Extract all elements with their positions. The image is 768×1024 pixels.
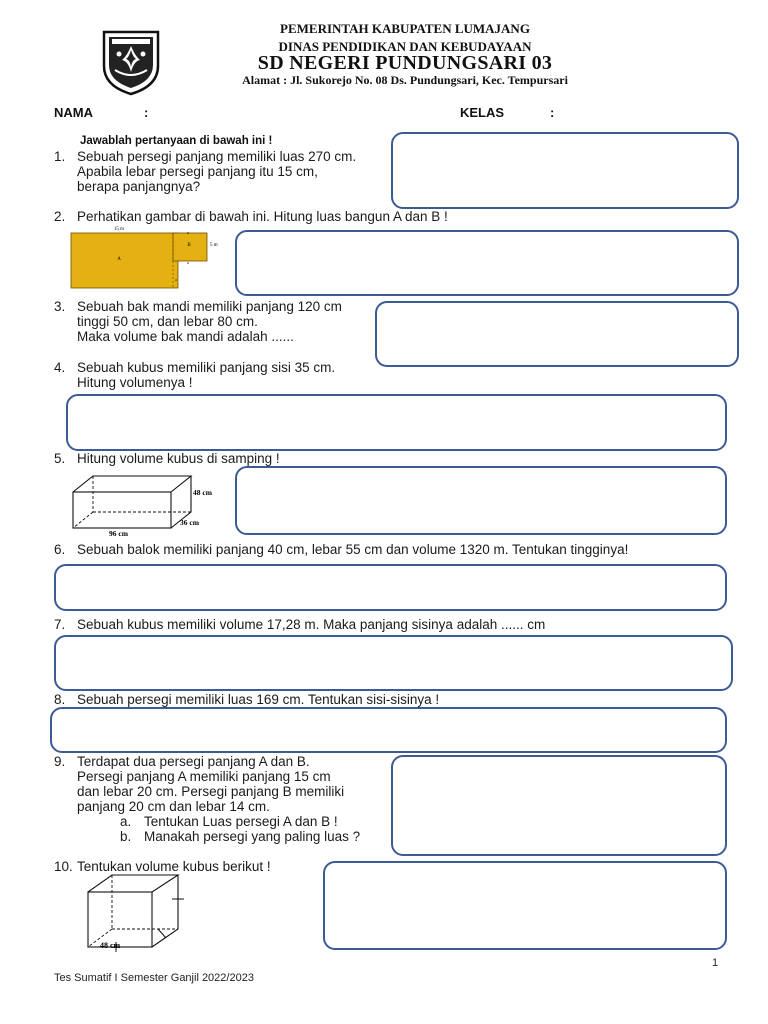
label-length: 96 cm (109, 529, 128, 538)
question-6 (54, 542, 734, 558)
svg-text:a: a (175, 277, 177, 282)
question-text: Sebuah balok memiliki panjang 40 cm, lebar 55 cm dan volume 1320 m. Tentukan tingginya! (77, 542, 629, 557)
figure-q5 (66, 470, 226, 540)
label-b: B (187, 243, 191, 248)
label-depth: 36 cm (180, 518, 199, 527)
sub-question-b: Manakah persegi yang paling luas ? (144, 829, 361, 844)
figure-q10 (80, 872, 190, 952)
question-number: 4. (54, 360, 66, 375)
class-label: KELAS (460, 105, 505, 120)
sub-mark-b: b. (120, 829, 132, 844)
question-text: Sebuah kubus memiliki panjang sisi 35 cm. (77, 360, 336, 375)
question-text: Persegi panjang A memiliki panjang 15 cm (77, 769, 331, 784)
question-number: 1. (54, 149, 66, 164)
answer-box-3[interactable] (375, 301, 739, 367)
school-address: Alamat : Jl. Sukorejo No. 08 Ds. Pundungsari, Kec. Tempursari (242, 73, 568, 87)
label-edge: 48 cm (100, 941, 121, 950)
name-colon: : (144, 105, 149, 120)
answer-box-1[interactable] (391, 132, 739, 209)
question-3 (54, 299, 384, 345)
sub-question-a: Tentukan Luas persegi A dan B ! (144, 814, 338, 829)
sub-mark-a: a. (120, 814, 132, 829)
question-text: Terdapat dua persegi panjang A dan B. (77, 754, 310, 769)
question-number: 9. (54, 754, 66, 769)
answer-box-4[interactable] (66, 394, 727, 451)
question-number: 7. (54, 617, 66, 632)
question-1 (54, 149, 384, 195)
label-5m: 5 m (210, 243, 218, 248)
label-height: 48 cm (193, 488, 212, 497)
question-text: Hitung volumenya ! (77, 375, 193, 390)
name-label: NAMA (54, 105, 93, 120)
page-number: 1 (712, 957, 719, 969)
question-7 (54, 617, 734, 633)
question-text: Sebuah bak mandi memiliki panjang 120 cm (77, 299, 342, 314)
question-8 (54, 692, 734, 708)
question-number: 3. (54, 299, 66, 314)
answer-box-5[interactable] (235, 466, 727, 535)
answer-box-10[interactable] (323, 861, 727, 950)
question-text: Sebuah kubus memiliki volume 17,28 m. Maka panjang sisinya adalah ...... cm (77, 617, 546, 632)
question-number: 5. (54, 451, 66, 466)
answer-box-9[interactable] (391, 755, 727, 856)
question-text: Sebuah persegi panjang memiliki luas 270 cm. (77, 149, 357, 164)
instruction: Jawablah pertanyaan di bawah ini ! (80, 135, 273, 147)
figure-q2 (66, 223, 226, 291)
question-text: Perhatikan gambar di bawah ini. Hitung luas bangun A dan B ! (77, 209, 448, 224)
answer-box-6[interactable] (54, 564, 727, 611)
question-number: 6. (54, 542, 66, 557)
label-15m: 15 m (113, 227, 125, 232)
question-number: 8. (54, 692, 66, 707)
question-text: berapa panjangnya? (77, 179, 201, 194)
question-text: panjang 20 cm dan lebar 14 cm. (77, 799, 270, 814)
question-9 (54, 754, 389, 846)
school-name: SD NEGERI PUNDUNGSARI 03 (257, 52, 553, 74)
class-colon: : (550, 105, 555, 120)
question-text: Sebuah persegi memiliki luas 169 cm. Tentukan sisi-sisinya ! (77, 692, 440, 707)
footer-text: Tes Sumatif I Semester Ganjil 2022/2023 (54, 972, 254, 984)
answer-box-2[interactable] (235, 230, 739, 296)
question-4 (54, 360, 384, 391)
header-government: PEMERINTAH KABUPATEN LUMAJANG (280, 21, 530, 36)
question-text: Tentukan volume kubus berikut ! (77, 859, 271, 874)
answer-box-8[interactable] (50, 707, 727, 753)
label-a: A (117, 257, 121, 262)
question-text: Hitung volume kubus di samping ! (77, 451, 280, 466)
header-department: DINAS PENDIDIKAN DAN KEBUDAYAAN (278, 39, 532, 54)
answer-box-7[interactable] (54, 635, 733, 691)
question-number: 2. (54, 209, 66, 224)
question-text: Apabila lebar persegi panjang itu 15 cm, (77, 164, 318, 179)
question-number: 10. (54, 859, 73, 874)
svg-text:a: a (187, 230, 189, 235)
question-text: dan lebar 20 cm. Persegi panjang B memiliki (77, 784, 345, 799)
question-text: Maka volume bak mandi adalah ...... (77, 329, 294, 344)
svg-text:a: a (187, 260, 189, 265)
question-5 (54, 451, 454, 467)
question-text: tinggi 50 cm, dan lebar 80 cm. (77, 314, 258, 329)
